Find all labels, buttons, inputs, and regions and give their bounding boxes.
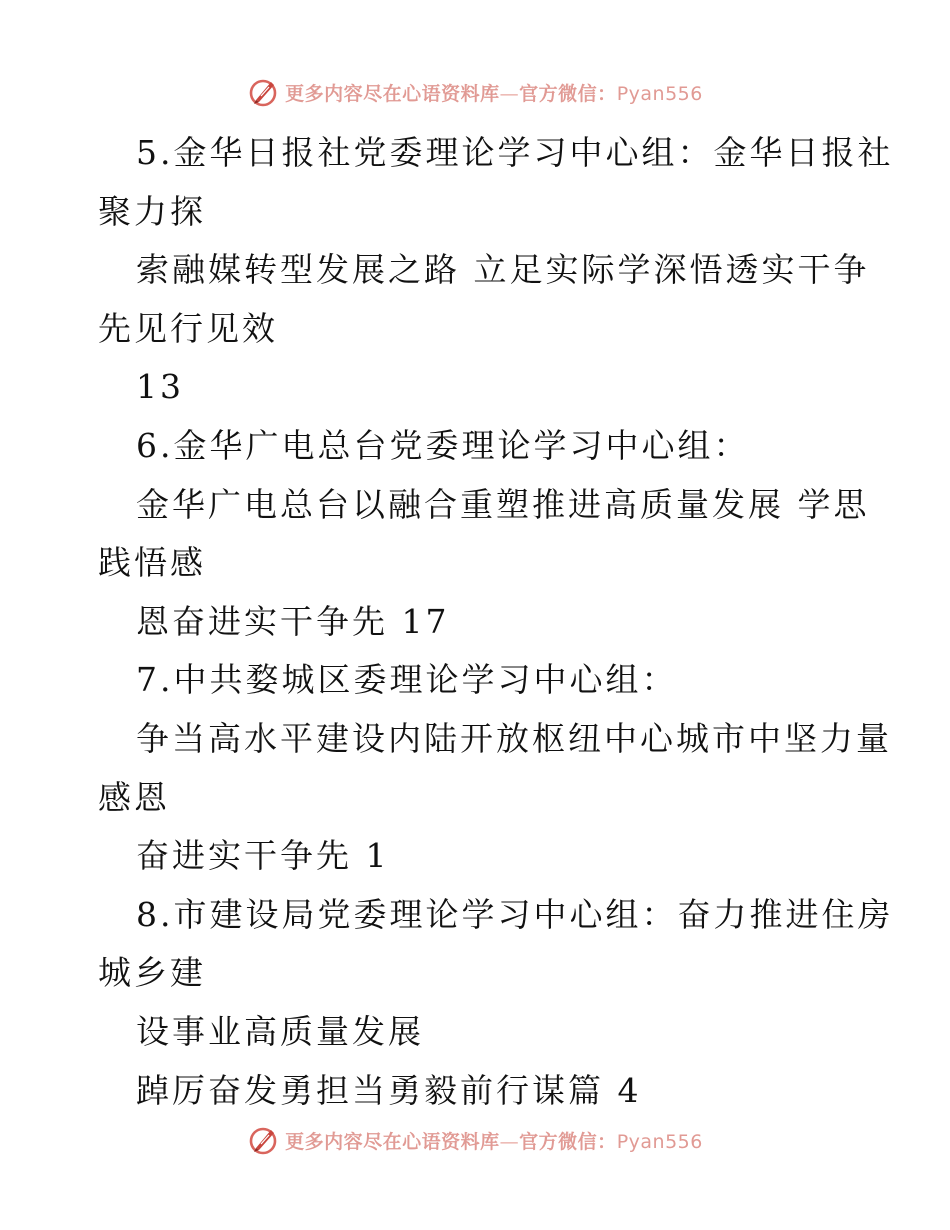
toc-entry-6-subtitle-cont: 践悟感 <box>98 543 206 583</box>
toc-entry-5-title: 5.金华日报社党委理论学习中心组：金华日报社 <box>136 133 894 172</box>
quill-pen-logo-icon <box>247 76 279 108</box>
toc-entry-8-title-cont: 城乡建 <box>98 953 206 993</box>
toc-entry-8-title-end: 设事业高质量发展 <box>136 1011 424 1051</box>
header-watermark <box>0 72 950 112</box>
document-body <box>0 124 950 1120</box>
watermark-text: 更多内容尽在心语资料库—官方微信：Pyan556 <box>285 82 703 105</box>
footer-watermark <box>0 1120 950 1160</box>
toc-entry-5-title-cont: 聚力探 <box>98 191 206 231</box>
toc-entry-7-subtitle: 争当高水平建设内陆开放枢纽中心城市中坚力量 <box>136 718 892 758</box>
toc-entry-5-subtitle-cont: 先见行见效 <box>98 308 278 348</box>
toc-entry-7-subtitle-end: 奋进实干争先 1 <box>136 836 390 876</box>
toc-entry-6-title: 6.金华广电总台党委理论学习中心组： <box>136 425 750 465</box>
toc-entry-7-subtitle-cont: 感恩 <box>98 777 170 817</box>
toc-entry-8-subtitle: 踔厉奋发勇担当勇毅前行谋篇 4 <box>136 1070 642 1110</box>
toc-entry-5-subtitle: 索融媒转型发展之路 立足实际学深悟透实干争 <box>136 250 870 290</box>
quill-pen-logo-icon <box>247 1124 279 1156</box>
toc-entry-6-subtitle-end: 恩奋进实干争先 17 <box>136 601 450 641</box>
toc-entry-8-title: 8.市建设局党委理论学习中心组：奋力推进住房 <box>136 894 894 934</box>
toc-entry-7-title: 7.中共婺城区委理论学习中心组： <box>136 660 678 700</box>
toc-entry-5-page: 13 <box>136 367 184 407</box>
watermark-text: 更多内容尽在心语资料库—官方微信：Pyan556 <box>285 1130 703 1153</box>
toc-entry-6-subtitle: 金华广电总台以融合重塑推进高质量发展 学思 <box>136 484 870 524</box>
